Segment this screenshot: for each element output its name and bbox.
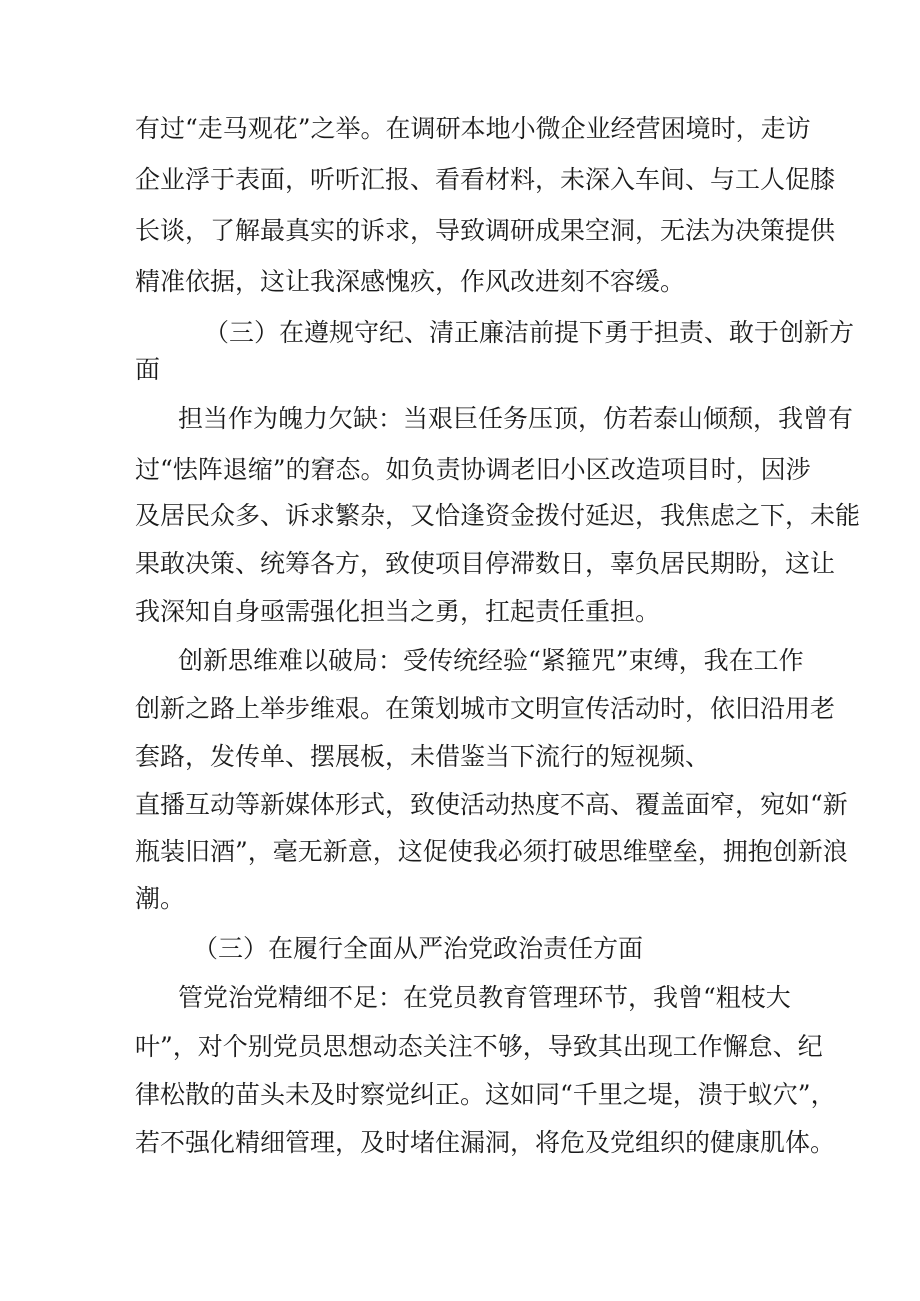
paragraph-start: 创新思维难以破局：受传统经验“紧箍咒”束缚，我在工作 xyxy=(178,646,804,675)
body-line: 套路，发传单、摆展板，未借鉴当下流行的短视频、 xyxy=(135,742,711,771)
body-line: 过“怯阵退缩”的窘态。如负责协调老旧小区改造项目时，因涉 xyxy=(135,455,811,484)
body-line: 有过“走马观花”之举。在调研本地小微企业经营困境时，走访 xyxy=(135,114,811,143)
body-line: 直播互动等新媒体形式，致使活动热度不高、覆盖面窄，宛如“新 xyxy=(135,790,848,819)
section-heading: （三）在履行全面从严治党政治责任方面 xyxy=(193,934,644,963)
section-heading-continuation: 面 xyxy=(135,355,161,384)
body-line: 律松散的苗头未及时察觉纠正。这如同“千里之堤，溃于蚁穴”， xyxy=(135,1080,836,1109)
body-line: 瓶装旧酒”，毫无新意，这促使我必须打破思维壁垒，拥抱创新浪 xyxy=(135,837,848,866)
body-line: 叶”，对个别党员思想动态关注不够，导致其出现工作懈怠、纪 xyxy=(135,1032,823,1061)
body-line: 潮。 xyxy=(135,884,186,913)
body-line: 长谈，了解最真实的诉求，导致调研成果空洞，无法为决策提供 xyxy=(135,216,836,245)
section-heading: （三）在遵规守纪、清正廉洁前提下勇于担责、敢于创新方 xyxy=(204,318,855,347)
body-line: 创新之路上举步维艰。在策划城市文明宣传活动时，依旧沿用老 xyxy=(135,694,836,723)
body-line: 我深知自身亟需强化担当之勇，扛起责任重担。 xyxy=(135,597,661,626)
body-line: 精准依据，这让我深感愧疚，作风改进刻不容缓。 xyxy=(135,267,686,296)
body-line: 企业浮于表面，听听汇报、看看材料，未深入车间、与工人促膝 xyxy=(135,165,836,194)
body-line: 及居民众多、诉求繁杂，又恰逢资金拨付延迟，我焦虑之下，未能 xyxy=(135,501,861,530)
paragraph-start: 担当作为魄力欠缺：当艰巨任务压顶，仿若泰山倾颓，我曾有 xyxy=(178,404,854,433)
body-line: 果敢决策、统筹各方，致使项目停滞数日，辜负居民期盼，这让 xyxy=(135,549,836,578)
body-line: 若不强化精细管理，及时堵住漏洞，将危及党组织的健康肌体。 xyxy=(135,1128,836,1157)
paragraph-start: 管党治党精细不足：在党员教育管理环节，我曾“粗枝大 xyxy=(178,983,791,1012)
